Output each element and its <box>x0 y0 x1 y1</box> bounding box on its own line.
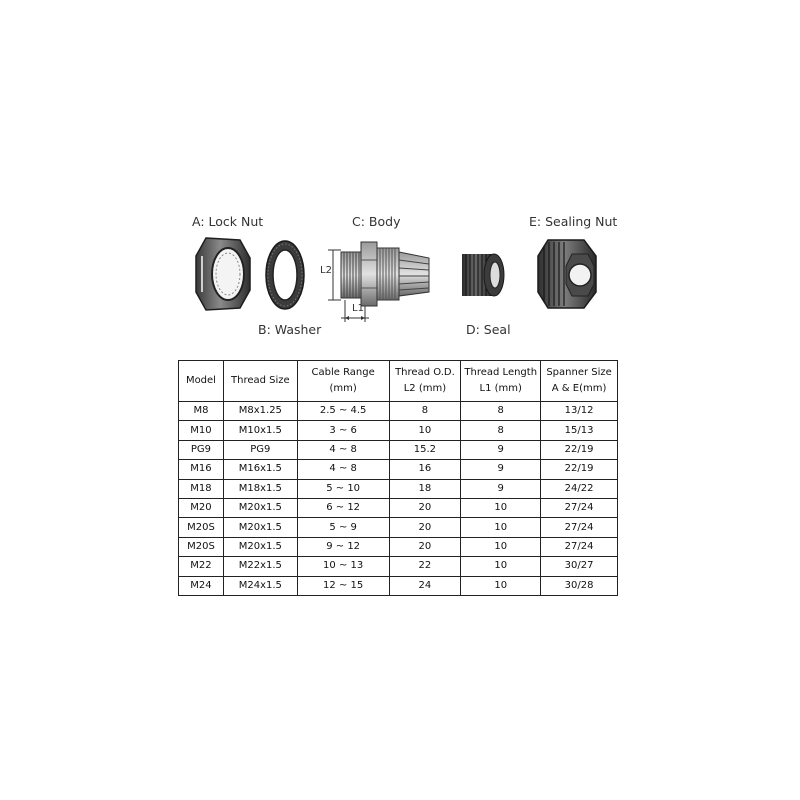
header-thread-od-unit: L2 (mm) <box>403 383 447 394</box>
cell: 10 ~ 13 <box>297 557 389 576</box>
cell: 3 ~ 6 <box>297 421 389 440</box>
sealing-nut-image <box>534 236 600 312</box>
cell: 8 <box>461 421 541 440</box>
table-row <box>179 440 618 459</box>
cell: M20 <box>179 498 224 517</box>
header-cable-range-text: Cable Range <box>311 367 375 378</box>
table-row <box>179 537 618 556</box>
cell: 8 <box>461 402 541 421</box>
cell: 4 ~ 8 <box>297 460 389 479</box>
cell: M24x1.5 <box>223 576 297 595</box>
cell: M10 <box>179 421 224 440</box>
cell: 22/19 <box>541 460 618 479</box>
cell: 6 ~ 12 <box>297 498 389 517</box>
seal-image <box>458 248 508 300</box>
cell: 9 <box>461 440 541 459</box>
cell: 10 <box>461 518 541 537</box>
cell: 22 <box>389 557 461 576</box>
cell: 20 <box>389 537 461 556</box>
cell: M16x1.5 <box>223 460 297 479</box>
cell: 13/12 <box>541 402 618 421</box>
header-cable-range <box>297 361 389 402</box>
table-header-row <box>179 361 618 402</box>
cell: 15.2 <box>389 440 461 459</box>
label-lock-nut: A: Lock Nut <box>192 214 264 229</box>
header-thread-length-unit: L1 (mm) <box>479 383 522 394</box>
cell: 24 <box>389 576 461 595</box>
cell: 2.5 ~ 4.5 <box>297 402 389 421</box>
header-cable-range-unit: (mm) <box>329 383 357 394</box>
cell: PG9 <box>223 440 297 459</box>
cell: M10x1.5 <box>223 421 297 440</box>
cell: M8x1.25 <box>223 402 297 421</box>
cell: 22/19 <box>541 440 618 459</box>
cell: 9 <box>461 479 541 498</box>
cell: 27/24 <box>541 537 618 556</box>
header-thread-od <box>389 361 461 402</box>
cell: 18 <box>389 479 461 498</box>
header-thread-size-text: Thread Size <box>231 375 290 386</box>
cell: 30/28 <box>541 576 618 595</box>
cell: PG9 <box>179 440 224 459</box>
header-thread-length <box>461 361 541 402</box>
cell: 5 ~ 10 <box>297 479 389 498</box>
cell: M20S <box>179 537 224 556</box>
header-model-text: Model <box>185 375 216 386</box>
cell: M22 <box>179 557 224 576</box>
lock-nut-image <box>192 236 252 312</box>
table-row <box>179 460 618 479</box>
table-row <box>179 402 618 421</box>
body-image <box>315 234 437 330</box>
header-thread-length-text: Thread Length <box>464 367 538 378</box>
label-washer: B: Washer <box>258 322 322 337</box>
cell: 27/24 <box>541 498 618 517</box>
cell: 9 ~ 12 <box>297 537 389 556</box>
dimension-l1-label: L1 <box>352 303 364 314</box>
cell: 9 <box>461 460 541 479</box>
cell: 4 ~ 8 <box>297 440 389 459</box>
cell: 10 <box>461 537 541 556</box>
cell: 20 <box>389 518 461 537</box>
cell: M8 <box>179 402 224 421</box>
cell: M20x1.5 <box>223 537 297 556</box>
table-row <box>179 557 618 576</box>
cell: 16 <box>389 460 461 479</box>
table-row <box>179 421 618 440</box>
cell: 30/27 <box>541 557 618 576</box>
cell: 10 <box>461 557 541 576</box>
header-thread-size <box>223 361 297 402</box>
label-sealing-nut: E: Sealing Nut <box>529 214 618 229</box>
table-row <box>179 498 618 517</box>
washer-image <box>263 238 307 312</box>
header-spanner-size <box>541 361 618 402</box>
cell: M16 <box>179 460 224 479</box>
header-spanner-size-unit: A & E(mm) <box>551 383 607 394</box>
label-seal: D: Seal <box>466 322 511 337</box>
cell: 10 <box>389 421 461 440</box>
table-row <box>179 518 618 537</box>
cell: 24/22 <box>541 479 618 498</box>
header-thread-od-text: Thread O.D. <box>395 367 455 378</box>
cell: M20x1.5 <box>223 498 297 517</box>
dimension-l2-label: L2 <box>320 265 332 276</box>
cell: 20 <box>389 498 461 517</box>
cell: 5 ~ 9 <box>297 518 389 537</box>
cell: 15/13 <box>541 421 618 440</box>
cell: 12 ~ 15 <box>297 576 389 595</box>
cell: 8 <box>389 402 461 421</box>
header-model <box>179 361 224 402</box>
cell: M24 <box>179 576 224 595</box>
cell: M18 <box>179 479 224 498</box>
cell: 10 <box>461 576 541 595</box>
cell: 10 <box>461 498 541 517</box>
header-spanner-size-text: Spanner Size <box>546 367 612 378</box>
cell: M20S <box>179 518 224 537</box>
label-body: C: Body <box>352 214 401 229</box>
cell: M22x1.5 <box>223 557 297 576</box>
table-row <box>179 479 618 498</box>
spec-table <box>178 360 618 596</box>
cell: M18x1.5 <box>223 479 297 498</box>
cell: 27/24 <box>541 518 618 537</box>
table-row <box>179 576 618 595</box>
cell: M20x1.5 <box>223 518 297 537</box>
